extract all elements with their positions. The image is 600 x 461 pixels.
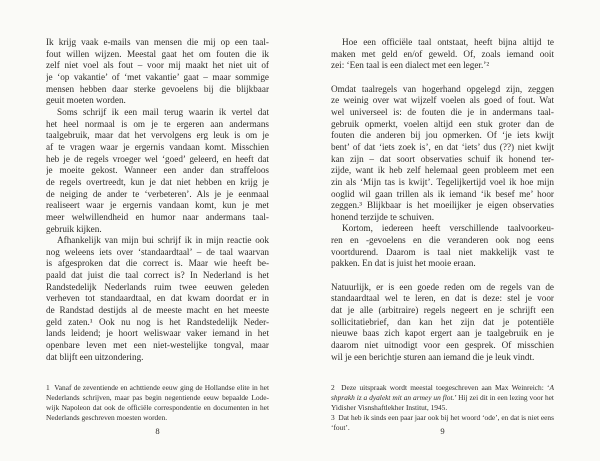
paragraph: [331, 37, 554, 72]
text-segment: shprakh iz a dyalekt mit an armey un flot.: [331, 392, 455, 402]
text-line: bent’ of dat ‘iets zoek is’, en dat ‘iets’ dus (??) niet kwijt: [331, 141, 554, 152]
text-line: ooglid wil gaan trillen als ik iemand ‘ik besef me’ hoor: [331, 188, 554, 199]
text-line: honend terzijde te schuiven.: [331, 211, 435, 222]
text-line: zin als ‘Mijn tas is kwijt’. Tegelijkertijd voel ik hoe mijn: [331, 176, 554, 187]
text-line: gebruik opmerkt, voelen altijd een stuk groter dan de: [331, 118, 554, 129]
text-line: je moeite gekost. Wanneer een ander dan straffeloos: [46, 165, 269, 176]
footnote-block: [46, 383, 269, 423]
text-line: wil je een berichtje sturen aan iemand die je leuk vindt.: [331, 351, 535, 362]
text-line: Ik krijg vaak e-mails van mensen die mij op een taal-: [46, 37, 269, 47]
page-number: 8: [155, 426, 160, 436]
text-line: paald dat juist die taal correct is? In Nederland is het: [46, 270, 269, 281]
page-body: [331, 37, 554, 363]
text-line: wel universeel is: de fouten die je in andermans taal-: [331, 106, 554, 117]
text-line: ren en -gevoelens en die veranderen ook nog eens: [331, 235, 554, 246]
text-line: mensen hebben daar sterke gevoelens bij die blijkbaar: [46, 83, 269, 94]
text-line: verheven tot standaardtaal, en dat kwam doordat er in: [46, 293, 269, 304]
text-line: Kortom, iedereen heeft verschillende taalvoorkeu-: [342, 223, 554, 234]
text-line: zijde, want ik heb zelf helemaal geen probleem met een: [331, 165, 554, 176]
text-line: standaardtaal wel te leren, en dat is deze: stel je voor: [331, 293, 554, 304]
text-line: ze weinig over wat wijzelf voelen als goed of fout. Wat: [331, 95, 554, 106]
text-segment: 2 Deze uitspraak wordt meestal toegeschreven aan Max Weinreich: ‘: [331, 383, 550, 392]
text-line: het heel normaal is om je te ergeren aan andermans: [46, 118, 269, 129]
text-line: openbare leven met een niet-westelijke tongval, maar: [46, 340, 269, 351]
text-line: [331, 393, 554, 403]
text-line: de Randstad destijds al de meeste macht en het meeste: [46, 305, 269, 316]
text-line: taalgebruik, maar dat het vervolgens erg leuk is om je: [46, 130, 269, 141]
text-line: wijk Napoleon dat ook de officiële correspondentie en documenten in het: [46, 402, 269, 412]
text-line: daarom niet uitnodigt voor een gesprek. Of misschien: [331, 340, 554, 351]
text-line: meer welwillendheid en humor naar andermans taal-: [46, 211, 269, 222]
text-line: Soms schrijf ik een mail terug waarin ik vertel dat: [57, 106, 269, 117]
text-line: voortdurend. Daarom is taal niet makkelijk vast te: [331, 246, 554, 257]
paragraph: [46, 37, 269, 107]
text-line: sollicitatiebrief, dan kan het zijn dat je potentiële: [331, 316, 554, 327]
text-line: fouten die anderen bij jou opmerken. Of ‘je iets kwijt: [331, 130, 554, 141]
text-line: Randstedelijk Nederlands ruim twee eeuwen geleden: [46, 281, 269, 292]
page-left: [46, 37, 269, 449]
text-segment: ’ Hij zei dit in een lezing voor het: [454, 392, 554, 402]
text-line: je ‘op vakantie’ of ‘met vakantie’ gaat – maar sommige: [46, 71, 269, 82]
text-line: [331, 383, 554, 393]
text-line: dat blijft een uitzondering.: [46, 351, 144, 362]
text-line: Afhankelijk van mijn bui schrijf ik in mijn reactie ook: [57, 235, 269, 246]
text-line: nieuwe baas zich kapot ergert aan je taalgebruik en je: [331, 328, 554, 339]
text-line: geuit moeten worden.: [46, 95, 126, 106]
text-line: zeggen.³ Blijkbaar is het moeilijker je eigen observaties: [331, 200, 554, 211]
text-line: Natuurlijk, er is een goede reden om de regels van de: [331, 281, 554, 292]
footnote: [46, 383, 269, 423]
text-line: Nederlands schrijven, maar pas begin negentiende eeuw bepaalde Lode-: [46, 392, 269, 402]
text-line: 1 Vanaf de zeventiende en achttiende eeuw ging de Hollandse elite in het: [46, 383, 269, 392]
paragraph: [331, 223, 554, 270]
paragraph: [331, 282, 554, 364]
paragraph: [46, 235, 269, 363]
text-line: pakken. En dat is juist het mooie eraan.: [331, 258, 476, 269]
text-line: zei: ‘Een taal is een dialect met een leger.’²: [331, 60, 490, 71]
paragraph: [331, 84, 554, 224]
text-line: Yidisher Visnshaftlekher Institut, 1945.: [331, 402, 448, 412]
paragraph: [46, 107, 269, 235]
text-line: maken met geld en/of geweld. Of, zoals iemand ooit: [331, 48, 554, 59]
footnote: [331, 383, 554, 413]
page-body: [46, 37, 269, 363]
text-line: de regels overtreedt, kun je dat niet hebben en krijg je: [46, 176, 269, 187]
text-line: ‘fout’.: [331, 422, 350, 432]
text-line: realiseert waar je ergernis vandaan komt, kun je met: [46, 200, 269, 211]
text-line: Omdat taalregels van hogerhand opgelegd zijn, zeggen: [331, 83, 554, 94]
text-line: Nederlands geschreven moesten worden.: [46, 412, 168, 422]
text-line: lands leidend; je hoort weliswaar vaker iemand in het: [46, 328, 269, 339]
text-line: de neiging de ander te ‘verbeteren’. Als je je eenmaal: [46, 188, 269, 199]
text-line: heb je de regels vroeger wel ‘goed’ geleerd, en heeft dat: [46, 153, 269, 164]
text-line: is afgesproken dat die correct is. Maar wie heeft be-: [46, 258, 269, 269]
text-line: geld zaten.¹ Ook nu nog is het Randstedelijk Neder-: [46, 316, 269, 327]
text-line: af te vragen waar je ergernis vandaan komt. Misschien: [46, 141, 269, 152]
text-line: fout willen wijzen. Meestal gaat het om fouten die ik: [46, 48, 269, 59]
text-line: zelf niet voel als fout – voor mij maakt het niet uit of: [46, 60, 269, 71]
page-right: [331, 37, 554, 449]
text-line: dat je alle (arbitraire) regels negeert en je schrijft een: [331, 305, 554, 316]
text-line: Hoe een officiële taal ontstaat, heeft bijna altijd te: [342, 37, 554, 47]
page-number: 9: [440, 426, 445, 436]
text-line: 3 Dat heb ik sinds een paar jaar ook bij het woord ‘ode’, en dat is niet eens: [331, 412, 554, 422]
text-line: nog weleens iets over ‘standaardtaal’ – de taal waarvan: [46, 246, 269, 257]
text-line: kan zijn – dat soort observaties schuif ik honend ter-: [331, 153, 554, 164]
text-line: gebruik kijken.: [46, 223, 102, 234]
text-segment: A: [549, 383, 554, 392]
